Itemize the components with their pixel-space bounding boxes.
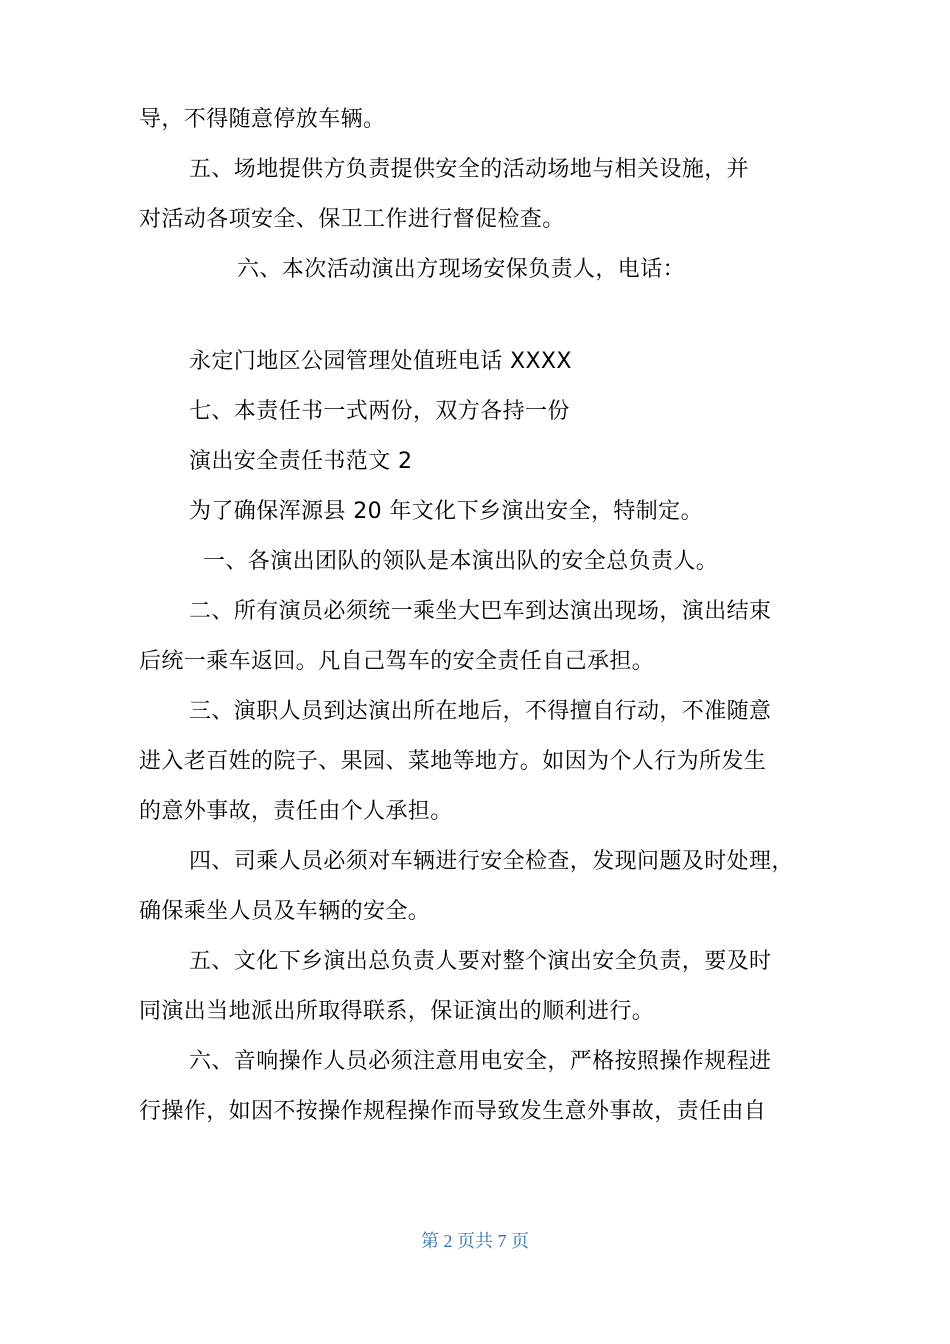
text-line: 后统一乘车返回。凡自己驾车的安全责任自己承担。 xyxy=(139,649,655,674)
text-line: 确保乘坐人员及车辆的安全。 xyxy=(139,899,431,924)
text-line: 五、场地提供方负责提供安全的活动场地与相关设施，并 xyxy=(189,157,750,182)
text-line: 五、文化下乡演出总负责人要对整个演出安全负责，要及时 xyxy=(189,949,772,974)
text-line: 六、本次活动演出方现场安保负责人，电话： xyxy=(237,257,686,282)
text-line: 进入老百姓的院子、果园、菜地等地方。如因为个人行为所发生 xyxy=(139,749,767,774)
text-line: 七、本责任书一式两份，双方各持一份 xyxy=(189,399,570,424)
text-line: 永定门地区公园管理处值班电话 XXXX xyxy=(189,349,572,374)
text-line: 一、各演出团队的领队是本演出队的安全总负责人。 xyxy=(203,549,719,574)
text-line: 行操作，如因不按操作规程操作而导致发生意外事故，责任由自 xyxy=(139,1099,767,1124)
text-line: 为了确保浑源县 20 年文化下乡演出安全，特制定。 xyxy=(189,499,703,524)
text-line: 六、音响操作人员必须注意用电安全，严格按照操作规程进 xyxy=(189,1049,772,1074)
text-line: 三、演职人员到达演出所在地后，不得擅自行动，不准随意 xyxy=(189,699,772,724)
text-line: 的意外事故，责任由个人承担。 xyxy=(139,799,453,824)
text-line: 二、所有演员必须统一乘坐大巴车到达演出现场，演出结束 xyxy=(189,599,772,624)
text-line: 四、司乘人员必须对车辆进行安全检查，发现问题及时处理， xyxy=(189,849,794,874)
text-line: 同演出当地派出所取得联系，保证演出的顺利进行。 xyxy=(139,999,655,1024)
section-heading: 演出安全责任书范文 2 xyxy=(189,449,413,474)
text-line: 导，不得随意停放车辆。 xyxy=(139,107,386,132)
text-line: 对活动各项安全、保卫工作进行督促检查。 xyxy=(139,207,565,232)
page-number-footer: 第 2 页共 7 页 xyxy=(421,1231,529,1251)
